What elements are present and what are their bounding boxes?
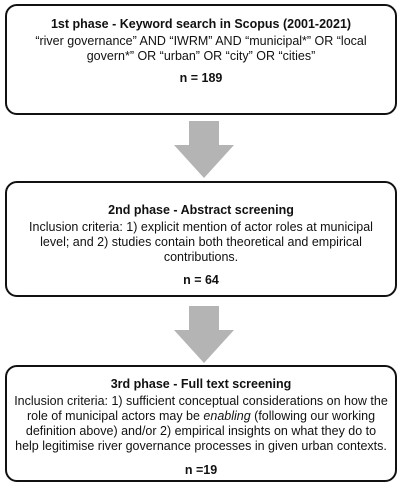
phase-3-count: n =19 [184,463,218,477]
phase-2-box [5,181,397,297]
phase-1-query: “river governance” AND “IWRM” AND “municipal*” OR “local govern*” OR “urban” OR “city” OR “cities” [35,34,367,63]
phase-3-title: 3rd phase - Full text screening [110,377,292,391]
phase-1-title: 1st phase - Keyword search in Scopus (2001-2021) [50,17,352,31]
down-arrow-icon [174,121,234,178]
phase-1-box [5,4,397,115]
phase-2-count: n = 64 [183,273,219,287]
phase-3-criteria [13,394,389,454]
phase-3-criteria-part2: (following our working definition above) and/or 2) empirical insights on what they do to help legitimise river governance processes in given urban contexts. [15,409,387,453]
phase-3-criteria-part1: Inclusion criteria: 1) sufficient conceptual considerations on how the role of municipal actors may be [14,394,388,423]
phase-3-box [5,365,397,482]
phase-2-title: 2nd phase - Abstract screening [108,203,294,217]
phase-1-count: n = 189 [179,71,223,85]
phase-2-criteria: Inclusion criteria: 1) explicit mention of actor roles at municipal level; and 2) studies contain both theoretical and empirical contributions. [29,220,373,264]
down-arrow-icon [174,306,234,363]
phase-3-criteria-emphasis: enabling [203,409,251,423]
